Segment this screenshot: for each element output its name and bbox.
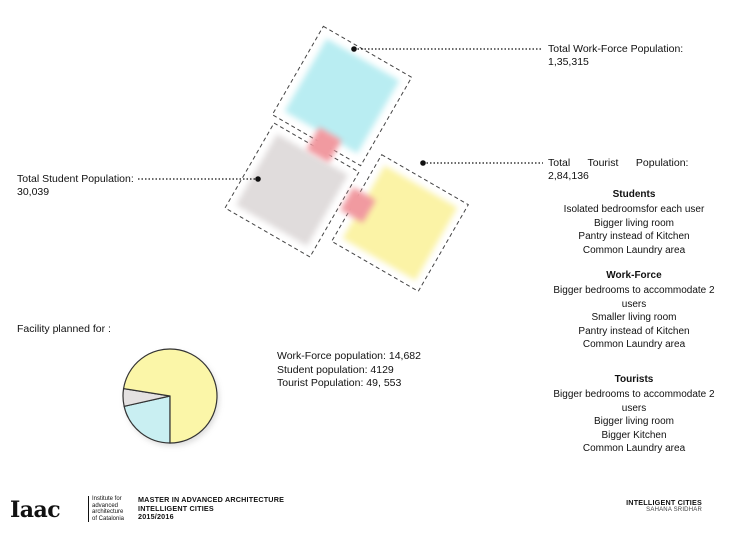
requirement-item: Common Laundry area — [582, 443, 686, 455]
requirement-item: Smaller living room — [591, 312, 677, 324]
tourist-total-label: Total Tourist Population: — [548, 157, 689, 169]
requirements-tourists — [539, 373, 729, 455]
requirements-workforce — [539, 269, 729, 351]
student-total-value: 30,039 — [17, 186, 50, 198]
workforce-total-value: 1,35,315 — [548, 56, 589, 68]
institute-line: Institute for — [92, 496, 122, 502]
institute-line: advanced — [92, 502, 119, 509]
author-name: SAHANA SRIDHAR — [646, 507, 702, 513]
requirement-item: Isolated bedroomsfor each user — [563, 204, 705, 216]
institute-name — [88, 496, 124, 522]
requirements-students — [539, 188, 729, 257]
workforce-leader-dot — [351, 46, 357, 52]
program-title — [138, 496, 284, 522]
tourist-square-fill — [343, 166, 458, 281]
tourist-total-value: 2,84,136 — [548, 170, 589, 182]
program-line: MASTER IN ADVANCED ARCHITECTURE — [138, 495, 285, 504]
requirement-item: Bigger living room — [593, 217, 675, 229]
requirement-item: Pantry instead of Kitchen — [578, 231, 690, 243]
institute-line: of Catalonia — [92, 515, 125, 522]
facility-pie-chart — [123, 349, 217, 443]
institute-line: architecture — [92, 509, 124, 516]
requirements-heading: Students — [612, 189, 656, 200]
course-credit — [626, 498, 702, 513]
program-line: 2015/2016 — [138, 512, 174, 522]
workforce-total-label: Total Work-Force Population: — [548, 43, 684, 55]
requirements-heading: Work-Force — [606, 270, 662, 281]
requirement-item: users — [621, 402, 647, 414]
facility-stat-tourist: Tourist Population: 49, 553 — [277, 377, 402, 389]
facility-heading: Facility planned for : — [17, 323, 111, 335]
student-total-label: Total Student Population: — [17, 173, 134, 185]
facility-stat-workforce: Work-Force population: 14,682 — [277, 350, 421, 362]
requirement-item: Bigger bedrooms to accommodate 2 — [553, 389, 715, 401]
requirement-item: users — [621, 298, 647, 310]
facility-stats — [277, 350, 421, 391]
facility-stat-student: Student population: 4129 — [277, 363, 394, 376]
tourist-square-group — [332, 155, 469, 292]
requirements-heading: Tourists — [614, 374, 654, 385]
requirement-item: Common Laundry area — [582, 244, 686, 256]
requirement-item: Bigger bedrooms to accommodate 2 — [553, 285, 715, 297]
course-name: INTELLIGENT CITIES — [626, 498, 702, 507]
program-line: INTELLIGENT CITIES — [138, 503, 214, 513]
requirement-item: Bigger living room — [593, 416, 675, 428]
student-leader-dot — [255, 176, 261, 182]
iaac-logo: Iaac — [10, 497, 61, 523]
requirement-item: Pantry instead of Kitchen — [578, 325, 690, 337]
requirement-item: Bigger Kitchen — [601, 429, 667, 441]
tourist-leader-dot — [420, 160, 426, 166]
workforce-square-fill — [285, 39, 400, 154]
requirement-item: Common Laundry area — [582, 339, 686, 351]
